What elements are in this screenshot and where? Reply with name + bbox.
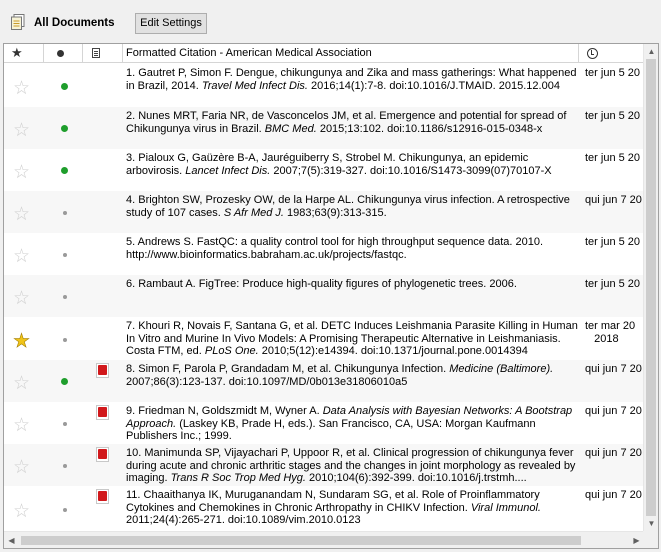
scroll-down-arrow-icon[interactable]: ▼ xyxy=(647,519,656,528)
favorite-star-icon[interactable]: ☆ xyxy=(13,120,31,141)
vertical-scroll-thumb[interactable] xyxy=(646,59,656,516)
citation-details: 1983;63(9):313-315. xyxy=(283,206,387,219)
citation-cell xyxy=(126,320,578,358)
favorite-star-icon[interactable]: ☆ xyxy=(13,246,31,267)
unread-status-icon[interactable] xyxy=(63,422,67,426)
date-added-cell: ter jun 5 20 xyxy=(585,152,641,164)
document-icon xyxy=(92,48,100,58)
citation-details: 2011;24(4):265-271. doi:10.1089/vim.2010.0123 xyxy=(126,514,361,526)
column-header-attachment[interactable] xyxy=(83,44,123,63)
all-documents-icon xyxy=(11,14,25,30)
citation-cell xyxy=(126,405,578,443)
citation-details: 2016;14(1):7-8. doi:10.1016/J.TMAID. 2015.12.004 xyxy=(308,79,560,92)
favorite-star-icon[interactable]: ☆ xyxy=(13,204,31,225)
read-status-icon[interactable] xyxy=(61,378,68,385)
table-row[interactable] xyxy=(4,402,644,444)
table-row[interactable] xyxy=(4,107,644,149)
read-status-icon[interactable] xyxy=(61,83,68,90)
scrollbar-corner xyxy=(643,531,658,548)
vertical-scrollbar[interactable] xyxy=(643,44,658,531)
table-row[interactable] xyxy=(4,191,644,233)
citation-cell xyxy=(126,110,578,135)
citation-cell xyxy=(126,194,578,219)
date-added-cell: ter jun 5 20 xyxy=(585,110,641,122)
citation-details: (Laskey KB, Prade H, eds.). San Francisco, CA, USA: Morgan Kaufmann Publishers Inc.; 1999. xyxy=(126,417,536,442)
citation-journal: Medicine (Baltimore). xyxy=(449,363,554,375)
favorite-star-icon[interactable]: ☆ xyxy=(13,415,31,436)
citation-journal: S Afr Med J. xyxy=(223,206,284,219)
favorite-star-icon[interactable]: ☆ xyxy=(13,457,31,478)
citation-text: 9. Friedman N, Goldszmidt M, Wyner A. xyxy=(126,405,323,417)
dot-icon xyxy=(57,50,64,57)
citation-details: 2010;5(12):e14394. doi:10.1371/journal.pone.0014394 xyxy=(258,345,528,357)
citation-details: 2007;7(5):319-327. doi:10.1016/S1473-3099(07)70107-X xyxy=(270,164,552,177)
date-added-cell: qui jun 7 20 xyxy=(585,363,642,375)
date-added-cell: ter jun 5 20 xyxy=(585,236,641,248)
citation-cell xyxy=(126,152,578,177)
citation-cell xyxy=(126,489,578,527)
date-added-cell: ter jun 5 20 xyxy=(585,278,641,290)
edit-settings-button[interactable]: Edit Settings xyxy=(135,13,207,34)
citation-header-label: Formatted Citation - American Medical Association xyxy=(126,47,372,59)
table-row[interactable] xyxy=(4,360,644,402)
date-added-cell: qui jun 7 20 xyxy=(585,405,642,417)
citation-text: 11. Chaaithanya IK, Muruganandam N, Sundaram SG, et al. Role of Proinflammatory Cytokines and Chemokines in Chronic Arthropathy in CHIKV Infection. xyxy=(126,489,540,514)
citation-text: 8. Simon F, Parola P, Grandadam M, et al. Chikungunya Infection. xyxy=(126,363,450,375)
scroll-up-arrow-icon[interactable]: ▲ xyxy=(647,47,656,56)
table-header xyxy=(4,44,644,63)
citation-journal: PLoS One. xyxy=(204,345,259,357)
citation-journal: BMC Med. xyxy=(264,122,317,135)
pdf-icon[interactable] xyxy=(96,363,109,378)
column-header-citation[interactable] xyxy=(123,44,579,63)
pdf-icon[interactable] xyxy=(96,405,109,420)
favorite-star-icon[interactable]: ☆ xyxy=(13,162,31,183)
citation-text: 6. Rambaut A. FigTree: Produce high-quality figures of phylogenetic trees. 2006. xyxy=(126,278,517,290)
citation-details: 2010;104(6):392-399. doi:10.1016/j.trstmh.... xyxy=(305,472,527,484)
column-header-date-added[interactable] xyxy=(579,44,644,63)
table-row[interactable] xyxy=(4,444,644,486)
favorite-star-icon[interactable]: ☆ xyxy=(13,78,31,99)
unread-status-icon[interactable] xyxy=(63,253,67,257)
column-header-read-status[interactable] xyxy=(44,44,83,63)
citation-journal: Travel Med Infect Dis. xyxy=(201,79,308,92)
citation-journal: Viral Immunol. xyxy=(470,501,541,514)
unread-status-icon[interactable] xyxy=(63,464,67,468)
page-title: All Documents xyxy=(34,17,115,29)
date-added-cell: ter jun 5 20 xyxy=(585,67,641,79)
table-row[interactable] xyxy=(4,275,644,317)
table-row[interactable] xyxy=(4,64,644,107)
star-icon: ★ xyxy=(11,45,23,60)
table-row[interactable] xyxy=(4,486,644,531)
citation-text: 3. Pialoux G, Gaüzère B-A, Jauréguiberry S, Strobel M. Chikungunya, an epidemic arbovirosis. xyxy=(126,152,529,177)
table-body xyxy=(4,64,644,531)
date-added-cell: qui jun 7 20 xyxy=(585,194,642,206)
table-row[interactable] xyxy=(4,149,644,191)
unread-status-icon[interactable] xyxy=(63,295,67,299)
scroll-left-arrow-icon[interactable]: ◀ xyxy=(8,536,15,545)
favorite-star-icon[interactable]: ☆ xyxy=(13,288,31,309)
read-status-icon[interactable] xyxy=(61,167,68,174)
citation-details: 2007;86(3):123-137. doi:10.1097/MD/0b013e31806010a5 xyxy=(126,375,408,388)
table-row[interactable] xyxy=(4,233,644,275)
scroll-right-arrow-icon[interactable]: ▶ xyxy=(633,536,640,545)
unread-status-icon[interactable] xyxy=(63,508,67,512)
citation-journal: Trans R Soc Trop Med Hyg. xyxy=(170,472,306,484)
table-row[interactable] xyxy=(4,317,644,360)
citation-cell xyxy=(126,447,578,485)
citation-cell xyxy=(126,67,578,92)
horizontal-scrollbar[interactable] xyxy=(4,531,644,548)
date-added-cell: qui jun 7 20 xyxy=(585,489,642,501)
date-added-cell: qui jun 7 20 xyxy=(585,447,642,459)
favorite-star-icon[interactable]: ☆ xyxy=(13,373,31,394)
favorite-star-icon[interactable]: ☆ xyxy=(13,501,31,522)
favorite-star-icon[interactable]: ★ xyxy=(13,331,31,352)
citation-journal: Lancet Infect Dis. xyxy=(185,164,271,177)
toolbar xyxy=(0,0,661,42)
citation-cell xyxy=(126,363,578,388)
date-added-cell: ter mar 20 2018 xyxy=(585,320,636,345)
citation-text: 4. Brighton SW, Prozesky OW, de la Harpe AL. Chikungunya virus infection. A retrospective study of 107 cases. xyxy=(126,194,570,219)
pdf-icon[interactable] xyxy=(96,447,109,462)
citation-text: 5. Andrews S. FastQC: a quality control tool for high throughput sequence data. 2010. http://www.bioinformatics.babraham.ac.uk/projects/fastqc. xyxy=(126,236,544,261)
citation-details: 2015;13:102. doi:10.1186/s12916-015-0348-x xyxy=(316,122,543,135)
citation-cell xyxy=(126,236,578,261)
citation-cell xyxy=(126,278,578,291)
clock-icon xyxy=(587,48,598,59)
citation-text: 7. Khouri R, Novais F, Santana G, et al. DETC Induces Leishmania Parasite Killing in Human In Vitro and Murine In Vivo Models: A Promising Therapeutic Alternative in Leishmaniasis. Costa FTM, ed. xyxy=(126,320,578,357)
unread-status-icon[interactable] xyxy=(63,211,67,215)
unread-status-icon[interactable] xyxy=(63,338,67,342)
citation-journal: Data Analysis with Bayesian Networks: A Bootstrap Approach. xyxy=(126,405,573,430)
read-status-icon[interactable] xyxy=(61,125,68,132)
citation-text: 1. Gautret P, Simon F. Dengue, chikungunya and Zika and mass gatherings: What happened in Brazil, 2014. xyxy=(126,67,577,92)
column-header-favorite[interactable] xyxy=(4,44,44,63)
horizontal-scroll-thumb[interactable] xyxy=(21,536,581,545)
documents-table xyxy=(3,43,659,549)
citation-text: 2. Nunes MRT, Faria NR, de Vasconcelos JM, et al. Emergence and potential for spread of Chikungunya virus in Brazil. xyxy=(126,110,567,135)
citation-text: 10. Manimunda SP, Vijayachari P, Uppoor R, et al. Clinical progression of chikungunya fever during acute and chronic arthritic stages and the changes in joint morphology as revealed by imaging. xyxy=(126,447,576,484)
pdf-icon[interactable] xyxy=(96,489,109,504)
